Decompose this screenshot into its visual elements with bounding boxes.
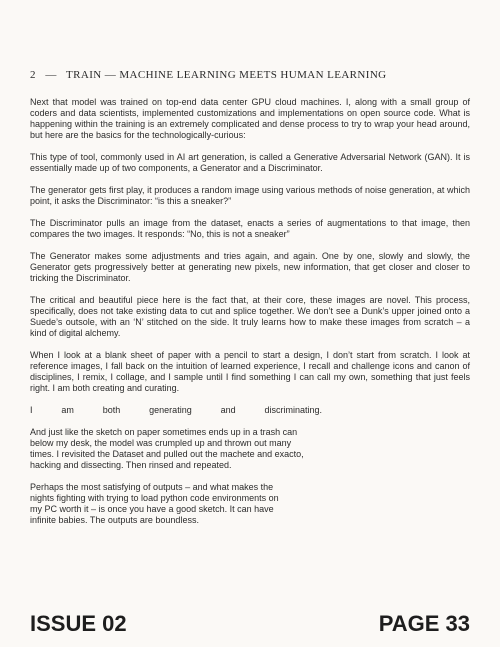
running-header [30, 69, 470, 81]
issue-label: ISSUE 02 [30, 611, 127, 636]
paragraph-discriminator: The Discriminator pulls an image from the dataset, enacts a series of augmentations to that image, then compares the two images. It responds: “No, this is not a sneaker” [30, 218, 470, 239]
paragraph-adjustments: The Generator makes some adjustments and tries again, and again. One by one, slowly and slowly, the Generator gets progressively better at generating new pixels, new information, that get closer and closer to tricking the Discriminator. [30, 251, 470, 283]
article-body [30, 97, 470, 537]
page-label: PAGE 33 [378, 611, 470, 636]
paragraph-satisfying-outputs: Perhaps the most satisfying of outputs – and what makes the nights fighting with trying to load python code environments on my PC worth it – is once you have a good sketch. It can have infinite babies. The outputs are boundless. [30, 482, 279, 525]
header-title: TRAIN — MACHINE LEARNING MEETS HUMAN LEARNING [66, 69, 387, 81]
paragraph-training-intro: Next that model was trained on top-end data center GPU cloud machines. I, along with a small group of coders and data scientists, implemented customizations and implementations on open source code. What is happening within the training is an extremely complicated and dense process to try to wrap your head around, but here are the basics for the technologically-curious: [30, 97, 470, 140]
paragraph-generator: The generator gets first play, it produces a random image using various methods of noise generation, at which point, it asks the Discriminator: “is this a sneaker?” [30, 185, 470, 206]
paragraph-sketch-trash: And just like the sketch on paper sometimes ends up in a trash can below my desk, the model was crumpled up and thrown out many times. I revisited the Dataset and pulled out the machete and exacto, hacking and dissecting. Then rinsed and repeated. [30, 427, 304, 470]
paragraph-blank-sheet: When I look at a blank sheet of paper with a pencil to start a design, I don’t start from scratch. I look at reference images, I fall back on the intuition of learned experience, I recall and challenge icons and canon of disciplines, I remix, I collage, and I sample until I find something I can call my own, something that just feels right. I am both creating and curating. [30, 350, 470, 393]
header-separator: — [45, 69, 57, 81]
paragraph-generating-discriminating: I am both generating and discriminating. [30, 405, 322, 415]
header-page-number: 2 [30, 69, 36, 81]
paragraph-gan-definition: This type of tool, commonly used in AI art generation, is called a Generative Adversarial Network (GAN). It is essentially made up of two components, a Generator and a Discriminator. [30, 152, 470, 173]
paragraph-novel-images: The critical and beautiful piece here is the fact that, at their core, these images are novel. This process, specifically, does not take existing data to cut and splice together. We don’t see a Dunk’s upper joined onto a Suede’s outsole, with an ‘N’ stitched on the side. It truly learns how to make these images from scratch – a kind of digital alchemy. [30, 295, 470, 338]
